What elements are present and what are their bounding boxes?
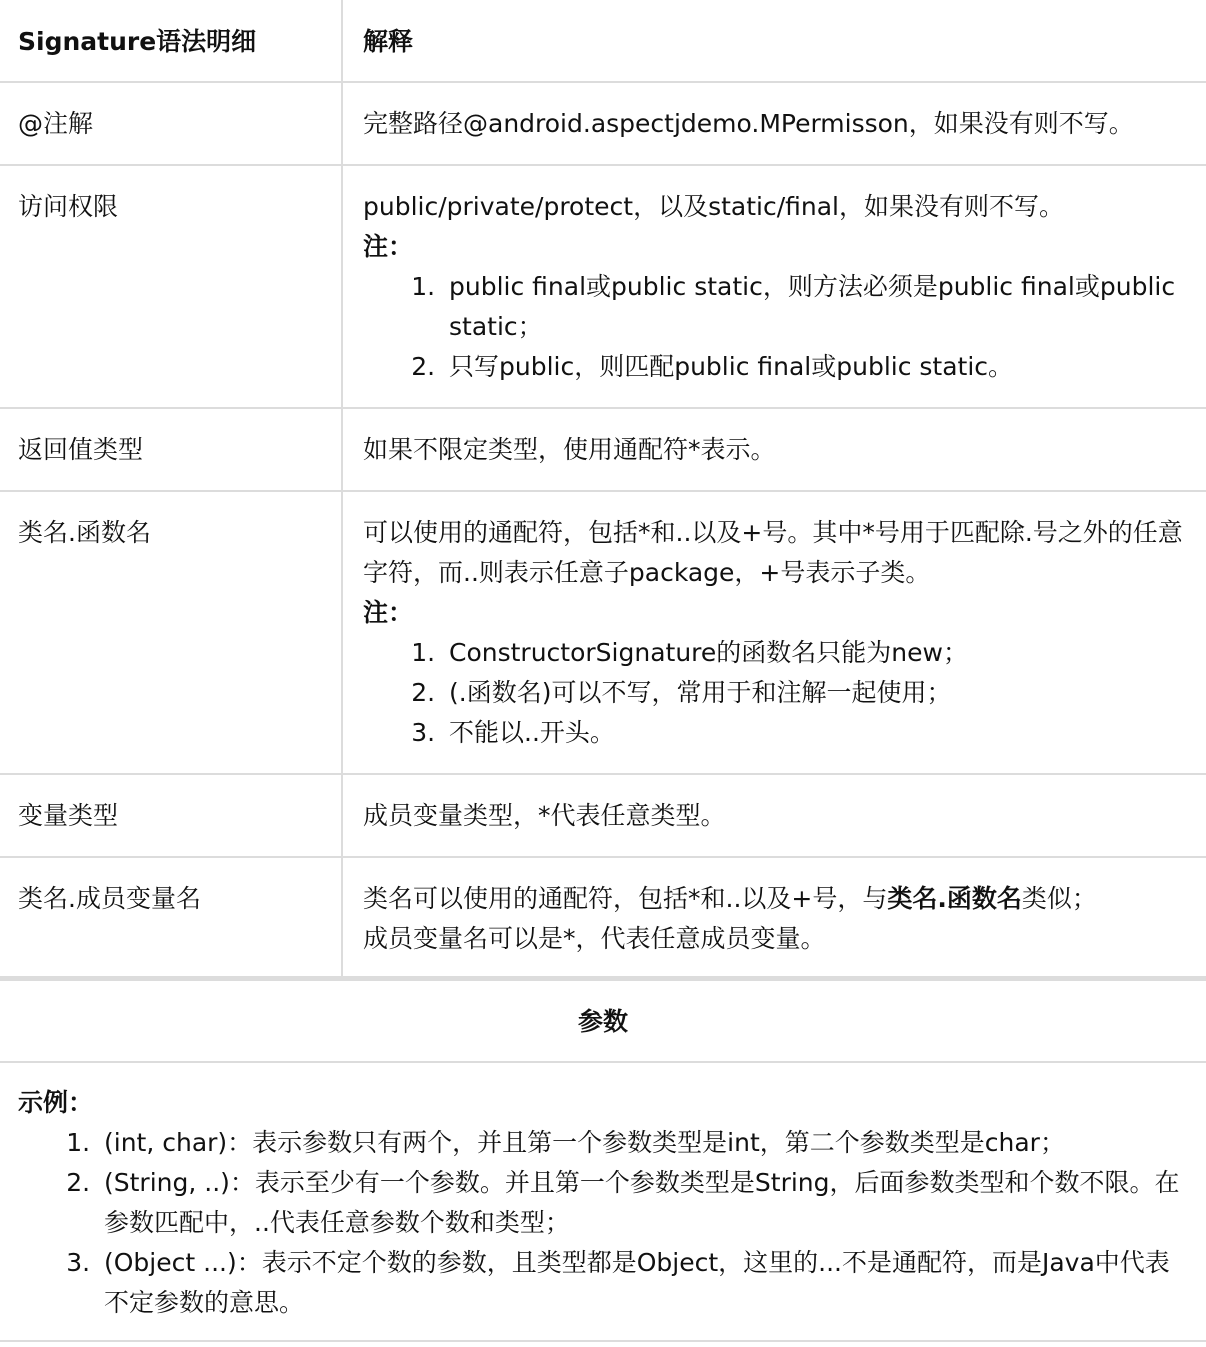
- list-item: 1. ConstructorSignature的函数名只能为new；: [443, 633, 1200, 673]
- bottom-divider: [0, 1340, 1206, 1342]
- list-item: 3. (Object ...)：表示不定个数的参数，且类型都是Object，这里的...不是通配符，而是Java中代表不定参数的意思。: [98, 1243, 1186, 1323]
- example-list: [18, 1123, 1186, 1323]
- header-explanation: 解释: [342, 0, 1206, 82]
- row-desc: 可以使用的通配符，包括*和..以及+号。其中*号用于匹配除.号之外的任意字符，而..则表示任意子package，+号表示子类。: [363, 518, 1183, 587]
- params-body: [0, 1063, 1206, 1323]
- list-item: 3. 不能以..开头。: [443, 713, 1200, 753]
- list-item: 2. (String, ..)：表示至少有一个参数。并且第一个参数类型是String，后面参数类型和个数不限。在参数匹配中，..代表任意参数个数和类型；: [98, 1163, 1186, 1243]
- note-label: 注：: [363, 598, 414, 627]
- row-name: 类名.成员变量名: [0, 857, 342, 980]
- table-row: [0, 408, 1206, 491]
- table-row: [0, 82, 1206, 165]
- table-row: [0, 165, 1206, 408]
- desc-text: 类名可以使用的通配符，包括*和..以及+号，与: [363, 884, 888, 913]
- row-desc-line2: 成员变量名可以是*，代表任意成员变量。: [363, 924, 826, 953]
- row-name: 返回值类型: [0, 408, 342, 491]
- row-name: @注解: [0, 82, 342, 165]
- desc-text: 类似；: [1021, 884, 1097, 913]
- table-row: [0, 491, 1206, 774]
- header-signature: Signature语法明细: [0, 0, 342, 82]
- example-label: 示例：: [18, 1088, 94, 1117]
- params-section: [0, 976, 1206, 1347]
- row-desc: 成员变量类型，*代表任意类型。: [342, 774, 1206, 857]
- row-desc-cell: [342, 491, 1206, 774]
- table-row: [0, 857, 1206, 980]
- note-list: [363, 267, 1200, 387]
- desc-bold-ref: 类名.函数名: [887, 884, 1022, 913]
- row-desc: 如果不限定类型，使用通配符*表示。: [342, 408, 1206, 491]
- row-name: 类名.函数名: [0, 491, 342, 774]
- note-label: 注：: [363, 232, 414, 261]
- row-desc-cell: [342, 165, 1206, 408]
- note-list: [363, 633, 1200, 753]
- row-name: 变量类型: [0, 774, 342, 857]
- row-desc: 完整路径@android.aspectjdemo.MPermisson，如果没有则不写。: [342, 82, 1206, 165]
- list-item: 2. (.函数名)可以不写，常用于和注解一起使用；: [443, 673, 1200, 713]
- params-title: 参数: [0, 979, 1206, 1063]
- row-desc-cell: [342, 857, 1206, 980]
- list-item: 2. 只写public，则匹配public final或public static。: [443, 347, 1200, 387]
- table-header-row: [0, 0, 1206, 82]
- list-item: 1. (int, char)：表示参数只有两个，并且第一个参数类型是int，第二个参数类型是char；: [98, 1123, 1186, 1163]
- row-desc: public/private/protect，以及static/final，如果没有则不写。: [363, 192, 1065, 221]
- list-item: 1. public final或public static，则方法必须是public final或public static；: [443, 267, 1200, 347]
- row-name: 访问权限: [0, 165, 342, 408]
- row-desc-line1: [363, 879, 1200, 919]
- table-row: [0, 774, 1206, 857]
